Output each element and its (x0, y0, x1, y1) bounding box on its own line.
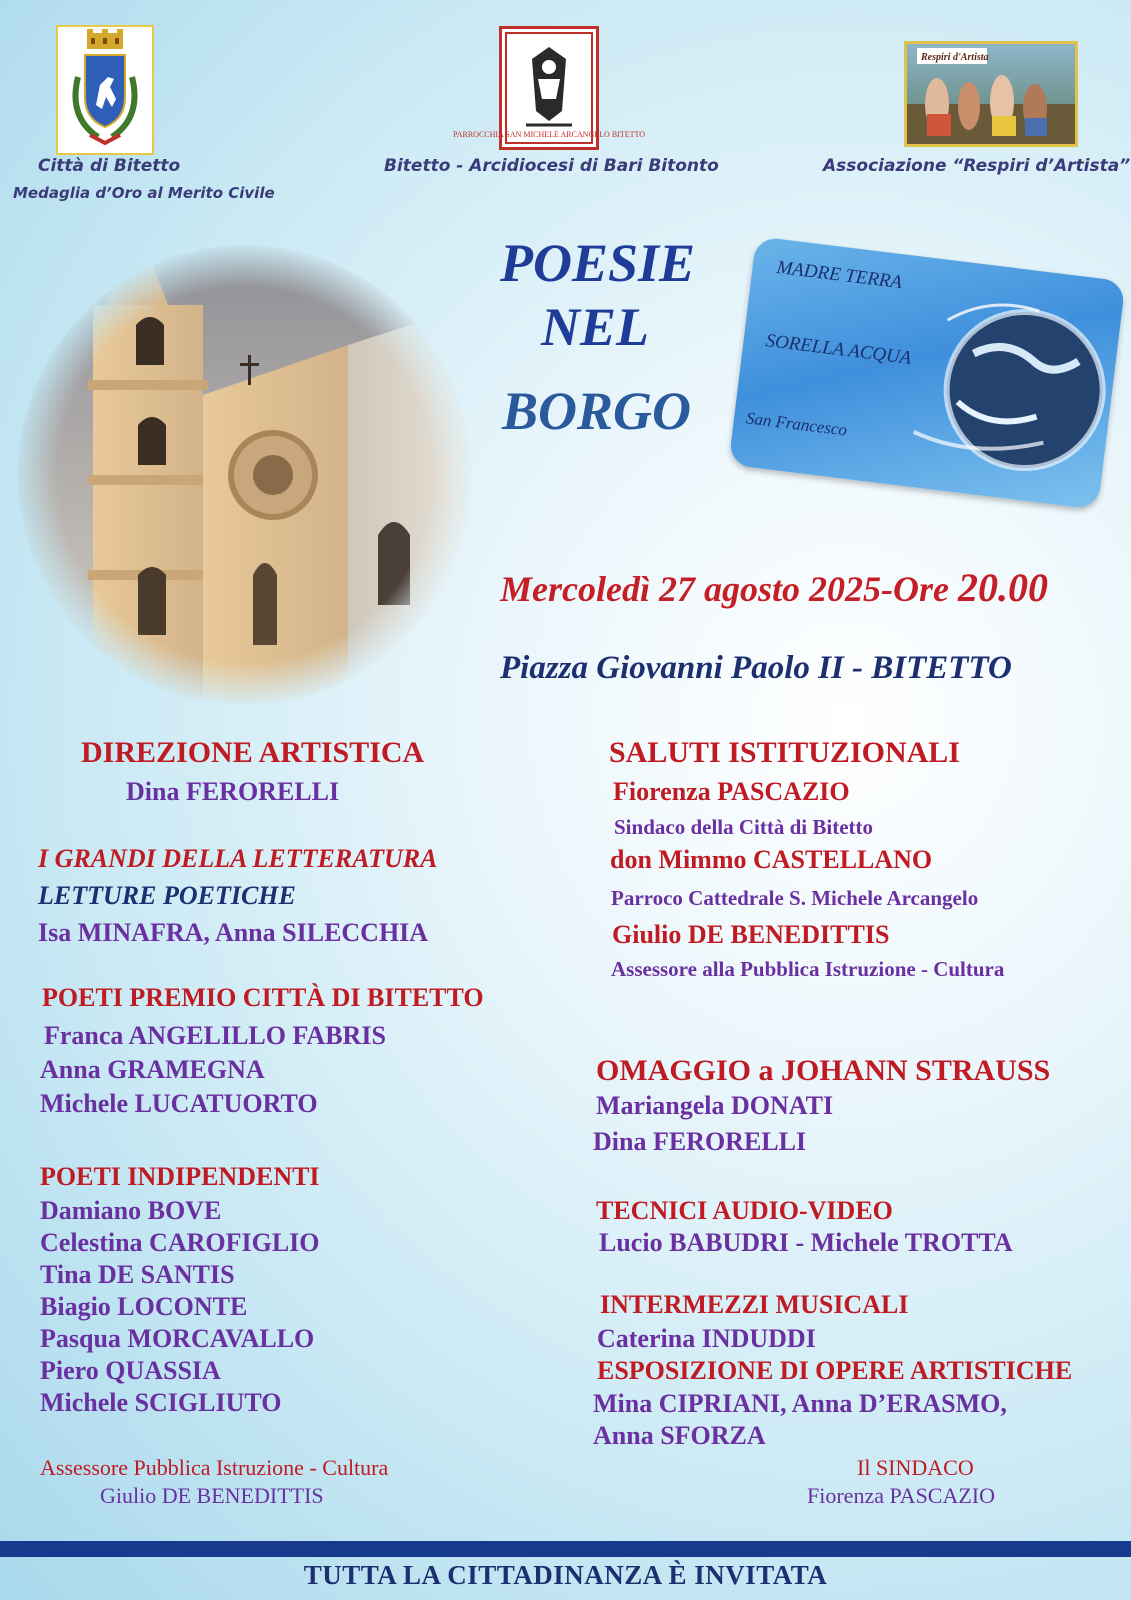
esposizione-names-1: Mina CIPRIANI, Anna D’ERASMO, (593, 1389, 1007, 1418)
omaggio-name-2: Dina FERORELLI (593, 1127, 807, 1156)
letture-heading: LETTURE POETICHE (38, 881, 296, 910)
title-line-2: NEL (541, 297, 649, 357)
title-line-3: BORGO (502, 381, 692, 441)
esposizione-heading: ESPOSIZIONE DI OPERE ARTISTICHE (597, 1356, 1073, 1385)
parish-seal-logo (452, 26, 646, 150)
saluti-2-role: Parroco Cattedrale S. Michele Arcangelo (611, 886, 979, 910)
footer-bar (0, 1541, 1131, 1557)
association-name: Associazione “Respiri d’Artista” (823, 156, 1131, 176)
madre-terra-card (728, 236, 1125, 510)
card-line-2: SORELLA ACQUA (764, 330, 913, 369)
city-name: Città di Bitetto (38, 156, 181, 176)
indip-name-4: Biagio LOCONTE (40, 1292, 248, 1321)
saluti-heading: SALUTI ISTITUZIONALI (609, 736, 960, 769)
letture-names: Isa MINAFRA, Anna SILECCHIA (38, 918, 429, 947)
cathedral-photo (18, 245, 472, 705)
association-logo-text: Respiri d'Artista (921, 52, 989, 63)
indip-name-1: Damiano BOVE (40, 1196, 222, 1225)
card-line-3: San Francesco (745, 408, 849, 440)
intermezzi-heading: INTERMEZZI MUSICALI (600, 1290, 909, 1319)
indip-heading: POETI INDIPENDENTI (40, 1162, 320, 1191)
event-date-prefix: Mercoledì 27 agosto 2025-Ore (500, 569, 958, 609)
tecnici-heading: TECNICI AUDIO-VIDEO (596, 1196, 893, 1225)
grandi-heading: I GRANDI DELLA LETTERATURA (38, 844, 438, 873)
saluti-3-name: Giulio DE BENEDITTIS (612, 920, 890, 949)
right-sign-role: Il SINDACO (857, 1455, 974, 1480)
city-medal: Medaglia d’Oro al Merito Civile (13, 184, 275, 202)
card-line-1: MADRE TERRA (775, 256, 904, 294)
right-sign-name: Fiorenza PASCAZIO (807, 1483, 996, 1508)
saluti-1-name: Fiorenza PASCAZIO (613, 777, 850, 806)
direzione-name: Dina FERORELLI (126, 777, 340, 806)
association-painting-logo (904, 41, 1078, 147)
indip-name-7: Michele SCIGLIUTO (40, 1388, 282, 1417)
indip-name-5: Pasqua MORCAVALLO (40, 1324, 315, 1353)
saluti-3-role: Assessore alla Pubblica Istruzione - Cultura (611, 957, 1005, 981)
left-sign-name: Giulio DE BENEDITTIS (100, 1483, 324, 1508)
omaggio-name-1: Mariangela DONATI (596, 1091, 834, 1120)
saluti-1-role: Sindaco della Città di Bitetto (614, 815, 874, 839)
parish-seal-text: PARROCCHIA SAN MICHELE ARCANGELO BITETTO (452, 130, 646, 139)
diocese-name: Bitetto - Arcidiocesi di Bari Bitonto (384, 156, 719, 176)
saluti-2-name: don Mimmo CASTELLANO (610, 845, 933, 874)
intermezzi-name: Caterina INDUDDI (597, 1324, 816, 1353)
indip-name-6: Piero QUASSIA (40, 1356, 221, 1385)
premio-name-1: Franca ANGELILLO FABRIS (44, 1021, 386, 1050)
footer-invitation: TUTTA LA CITTADINANZA È INVITATA (303, 1560, 828, 1590)
left-sign-role: Assessore Pubblica Istruzione - Cultura (40, 1455, 389, 1480)
premio-name-2: Anna GRAMEGNA (40, 1055, 265, 1084)
event-place: Piazza Giovanni Paolo II - BITETTO (500, 650, 1012, 686)
indip-name-2: Celestina CAROFIGLIO (40, 1228, 320, 1257)
premio-name-3: Michele LUCATUORTO (40, 1089, 318, 1118)
indip-name-3: Tina DE SANTIS (40, 1260, 235, 1289)
title-line-1: POESIE (500, 233, 696, 293)
direzione-heading: DIREZIONE ARTISTICA (81, 736, 425, 769)
event-date (500, 564, 1048, 611)
city-crest-logo (56, 25, 154, 155)
esposizione-names-2: Anna SFORZA (593, 1421, 766, 1450)
tecnici-names: Lucio BABUDRI - Michele TROTTA (599, 1228, 1013, 1257)
premio-heading: POETI PREMIO CITTÀ DI BITETTO (42, 983, 484, 1012)
event-time: 20.00 (957, 565, 1048, 610)
omaggio-heading: OMAGGIO a JOHANN STRAUSS (596, 1054, 1051, 1087)
